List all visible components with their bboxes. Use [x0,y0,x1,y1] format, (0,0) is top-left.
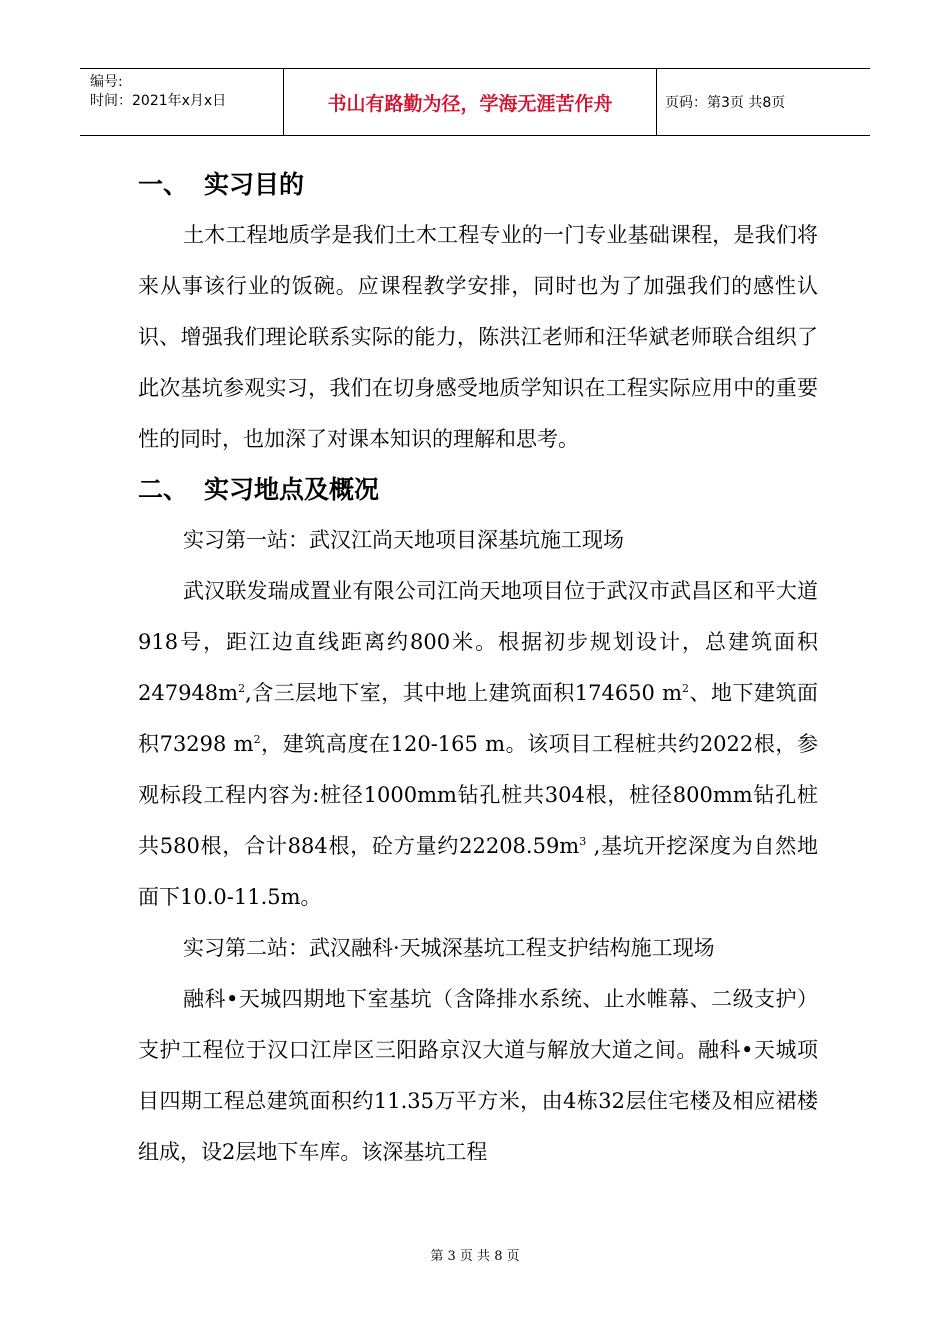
station1-paragraph [138,566,818,923]
header-motto: 书山有路勤为径，学海无涯苦作舟 [284,69,657,135]
header-page-info: 页码：第3页 共8页 [665,95,786,111]
station1-text-e: ,基坑开挖深度为自然地面下10.0-11.5m。 [138,834,818,909]
document-body [138,160,818,1178]
section-heading-purpose [138,160,818,210]
station1-title: 实习第一站：武汉江尚天地项目深基坑施工现场 [183,528,624,552]
section-number: 二、 [138,475,189,504]
superscript: 2 [253,733,261,746]
station1-text-d: ，建筑高度在120-165 m。该项目工程桩共约2022根，参观标段工程内容为:桩径1000mm钻孔桩共304根，桩径800mm钻孔桩共580根，合计884根，砼方量约22208.59m [138,732,818,858]
superscript: 3 [579,835,587,848]
date-label: 时间：2021年x月x日 [90,93,227,109]
page-header [80,68,870,136]
station2-title: 实习第二站：武汉融科·天城深基坑工程支护结构施工现场 [183,936,715,960]
header-meta [80,69,284,135]
purpose-paragraph: 土木工程地质学是我们土木工程专业的一门专业基础课程，是我们将来从事该行业的饭碗。应课程教学安排，同时也为了加强我们的感性认识、增强我们理论联系实际的能力，陈洪江老师和汪华斌老师联合组织了此次基坑参观实习，我们在切身感受地质学知识在工程实际应用中的重要性的同时，也加深了对课本知识的理解和思考。 [138,223,818,451]
number-label: 编号: [90,74,123,90]
station1-text-b: ,含三层地下室，其中地上建筑面积174650 m [245,681,682,705]
page-footer: 第 3 页 共 8 页 [430,1249,520,1264]
section-title: 实习目的 [204,170,305,199]
station1-text-c: 、地下建筑面积73298 m [138,681,818,756]
station2-paragraph: 融科•天城四期地下室基坑（含降排水系统、止水帷幕、二级支护）支护工程位于汉口江岸区三阳路京汉大道与解放大道之间。融科•天城项目四期工程总建筑面积约11.35万平方米，由4栋32层住宅楼及相应裙楼组成，设2层地下车库。该深基坑工程 [138,987,818,1164]
section-title: 实习地点及概况 [204,475,380,504]
station1-text-a: 武汉联发瑞成置业有限公司江尚天地项目位于武汉市武昌区和平大道918号，距江边直线距离约800米。根据初步规划设计，总建筑面积247948m [138,579,818,705]
superscript: 2 [238,682,246,695]
superscript: 2 [682,682,689,695]
section-heading-location [138,465,818,515]
section-number: 一、 [138,170,189,199]
